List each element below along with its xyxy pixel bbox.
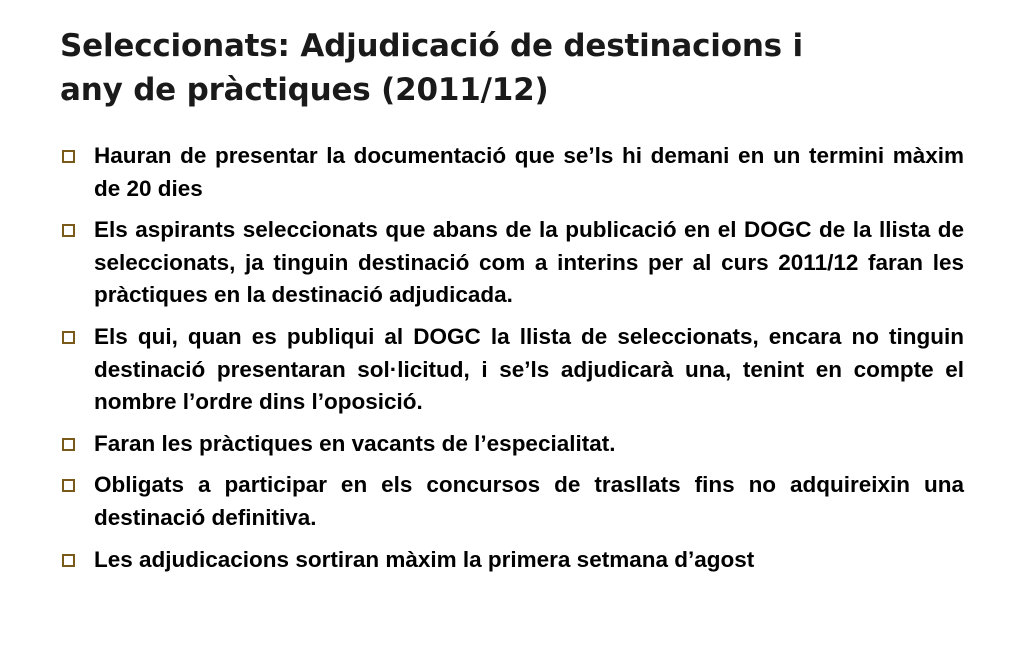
bullet-item (60, 469, 964, 534)
bullet-text: Hauran de presentar la documentació que se’ls hi demani en un termini màxim de 20 dies (94, 143, 964, 201)
hollow-square-bullet-icon (62, 150, 75, 163)
hollow-square-bullet-icon (62, 331, 75, 344)
bullet-text: Obligats a participar en els concursos de trasllats fins no adquireixin una destinació definitiva. (94, 472, 964, 530)
hollow-square-bullet-icon (62, 438, 75, 451)
slide-title-line-2: any de pràctiques (2011/12) (60, 72, 549, 108)
bullet-text: Els qui, quan es publiqui al DOGC la llista de seleccionats, encara no tinguin destinació presentaran sol·licitud, i se’ls adjudicarà una, tenint en compte el nombre l’ordre dins l’oposició. (94, 323, 964, 415)
bullet-text: Faran les pràctiques en vacants de l’especialitat. (94, 430, 616, 456)
slide-title (60, 24, 960, 112)
bullet-text: Les adjudicacions sortiran màxim la primera setmana d’agost (94, 546, 755, 572)
hollow-square-bullet-icon (62, 479, 75, 492)
slide-title-line-1: Seleccionats: Adjudicació de destinacions i (60, 28, 803, 64)
hollow-square-bullet-icon (62, 554, 75, 567)
hollow-square-bullet-icon (62, 224, 75, 237)
bullet-list (60, 140, 964, 585)
bullet-text: Els aspirants seleccionats que abans de la publicació en el DOGC de la llista de seleccionats, ja tinguin destinació com a interins per al curs 2011/12 faran les pràctiques en la destinació adjudicada. (94, 217, 964, 308)
bullet-item (60, 428, 964, 461)
bullet-item (60, 140, 964, 205)
bullet-item (60, 214, 964, 312)
bullet-item (60, 321, 964, 419)
bullet-item (60, 544, 964, 577)
